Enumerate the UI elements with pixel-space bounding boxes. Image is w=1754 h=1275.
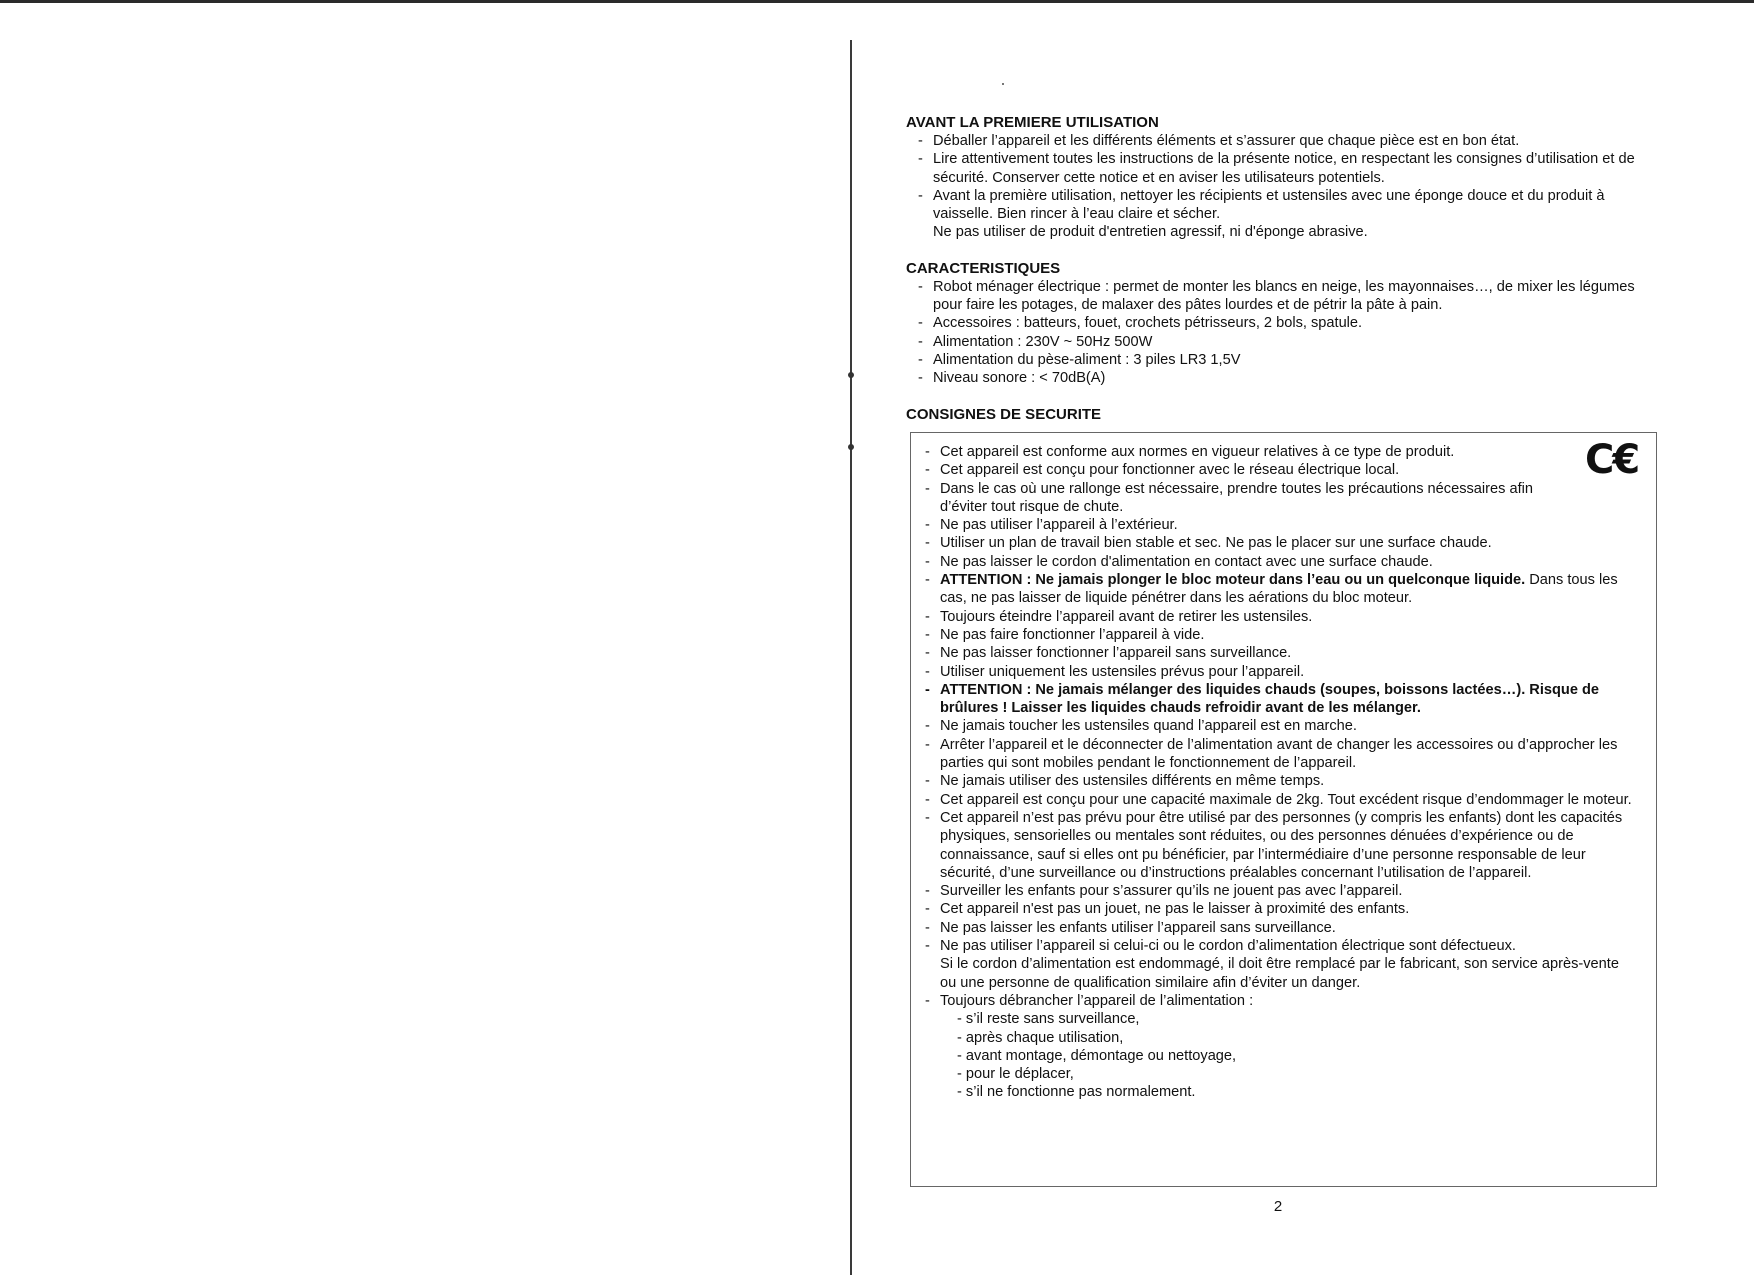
- safety-box: [910, 432, 1657, 1187]
- safety-list: [911, 433, 1635, 1102]
- right-page: [906, 114, 1641, 424]
- list-item: - Ne jamais toucher les ustensiles quand l’appareil est en marche.: [925, 717, 1635, 735]
- list-item: [925, 937, 1635, 992]
- list-item: - Ne pas laisser les enfants utiliser l’appareil sans surveillance.: [925, 919, 1635, 937]
- page-number: 2: [1273, 1198, 1283, 1215]
- list-item: - Ne pas laisser fonctionner l’appareil sans surveillance.: [925, 644, 1635, 662]
- sublist-item: - s’il ne fonctionne pas normalement.: [957, 1084, 1196, 1101]
- list-item: - Cet appareil n'est pas un jouet, ne pas le laisser à proximité des enfants.: [925, 900, 1635, 918]
- list-item: - Surveiller les enfants pour s’assurer qu’ils ne jouent pas avec l’appareil.: [925, 882, 1635, 900]
- list-item: - Arrêter l’appareil et le déconnecter de l’alimentation avant de changer les accessoires ou d’approcher les parties qui sont mobiles pendant le fonctionnement de l’appareil.: [925, 736, 1635, 773]
- list-item-warning: [925, 571, 1635, 608]
- list-item: - Utiliser un plan de travail bien stable et sec. Ne pas le placer sur une surface chaude.: [925, 534, 1635, 552]
- list-item: - Utiliser uniquement les ustensiles prévus pour l’appareil.: [925, 663, 1635, 681]
- list-item: - Alimentation du pèse-aliment : 3 piles LR3 1,5V: [918, 351, 1641, 369]
- list-item: - Lire attentivement toutes les instructions de la présente notice, en respectant les consignes d’utilisation et de sécurité. Conserver cette notice et en aviser les utilisateurs potentiels.: [918, 150, 1641, 187]
- warning-text: ATTENTION : Ne jamais plonger le bloc moteur dans l’eau ou un quelconque liquide.: [940, 572, 1526, 589]
- list-item: - Ne pas faire fonctionner l’appareil à vide.: [925, 626, 1635, 644]
- list-item: - Accessoires : batteurs, fouet, crochets pétrisseurs, 2 bols, spatule.: [918, 314, 1641, 332]
- section-title-caracteristiques: CARACTERISTIQUES: [906, 259, 1061, 277]
- scan-speck: [1002, 83, 1004, 85]
- sublist-item: - avant montage, démontage ou nettoyage,: [957, 1047, 1237, 1064]
- list-item: - Déballer l’appareil et les différents éléments et s’assurer que chaque pièce est en bon état.: [918, 132, 1641, 150]
- list-item: - Avant la première utilisation, nettoyer les récipients et ustensiles avec une éponge douce et du produit à vaisselle. Bien rincer à l’eau claire et sécher.: [918, 187, 1641, 224]
- list-item: - Toujours éteindre l’appareil avant de retirer les ustensiles.: [925, 608, 1635, 626]
- spine-mark: [848, 372, 854, 378]
- list-item: - Niveau sonore : < 70dB(A): [918, 369, 1641, 387]
- list-item: - Robot ménager électrique : permet de monter les blancs en neige, les mayonnaises…, de mixer les légumes pour faire les potages, de malaxer des pâtes lourdes et de pétrir la pâte à pain.: [918, 278, 1641, 315]
- warning-continuation: Dans tous les cas, ne pas laisser de liquide pénétrer dans les aérations du bloc moteur.: [940, 572, 1618, 607]
- list-item: - Ne pas laisser le cordon d'alimentation en contact avec une surface chaude.: [925, 553, 1635, 571]
- item-continuation: Si le cordon d’alimentation est endommagé, il doit être remplacé par le fabricant, son service après-vente ou une personne de qualification similaire afin d’éviter un danger.: [940, 956, 1619, 991]
- ce-mark-icon: C€: [1585, 437, 1639, 483]
- list-item: - Dans le cas où une rallonge est nécessaire, prendre toutes les précautions nécessaires afin d’éviter tout risque de chute.: [925, 480, 1635, 517]
- list-item: - Alimentation : 230V ~ 50Hz 500W: [918, 333, 1641, 351]
- section-title-avant: AVANT LA PREMIERE UTILISATION: [906, 114, 1159, 131]
- list-item: - Cet appareil est conçu pour une capacité maximale de 2kg. Tout excédent risque d’endommager le moteur.: [925, 791, 1635, 809]
- list-item: - Cet appareil n’est pas prévu pour être utilisé par des personnes (y compris les enfants) dont les capacités physiques, sensorielles ou mentales sont réduites, ou des personnes dénuées d’expérience ou de connaissance, sauf si elles ont pu bénéficier, par l’intermédiaire d’une personne responsable de leur sécurité, d’une surveillance ou d’instructions préalables concernant l’utilisation de l’appareil.: [925, 809, 1635, 882]
- list-item: - Cet appareil est conçu pour fonctionner avec le réseau électrique local.: [925, 461, 1635, 479]
- section-caracteristiques: [906, 260, 1641, 388]
- avant-list: [906, 132, 1641, 242]
- scan-top-edge: [0, 0, 1754, 3]
- list-item: - Ne pas utiliser l’appareil à l’extérieur.: [925, 516, 1635, 534]
- caracteristiques-list: [906, 278, 1641, 388]
- section-title-consignes: CONSIGNES DE SECURITE: [906, 405, 1102, 423]
- section-avant: [906, 114, 1641, 242]
- list-item: [925, 992, 1635, 1102]
- unplug-sublist: [940, 1010, 1635, 1101]
- item-line: Toujours débrancher l’appareil de l’alimentation :: [940, 992, 1254, 1009]
- spine-mark: [848, 444, 854, 450]
- list-item: - Ne jamais utiliser des ustensiles différents en même temps.: [925, 772, 1635, 790]
- sublist-item: - après chaque utilisation,: [957, 1029, 1124, 1046]
- list-note: Ne pas utiliser de produit d'entretien agressif, ni d'éponge abrasive.: [933, 224, 1368, 241]
- item-line: Ne pas utiliser l’appareil si celui-ci ou le cordon d’alimentation électrique sont défectueux.: [940, 938, 1516, 955]
- sublist-item: - pour le déplacer,: [957, 1066, 1074, 1083]
- list-item: - Cet appareil est conforme aux normes en vigueur relatives à ce type de produit.: [925, 443, 1635, 461]
- list-item-warning: - ATTENTION : Ne jamais mélanger des liquides chauds (soupes, boissons lactées…). Risque de brûlures ! Laisser les liquides chauds refroidir avant de les mélanger.: [925, 681, 1635, 718]
- sublist-item: - s’il reste sans surveillance,: [957, 1011, 1140, 1028]
- book-spine: [850, 40, 852, 1275]
